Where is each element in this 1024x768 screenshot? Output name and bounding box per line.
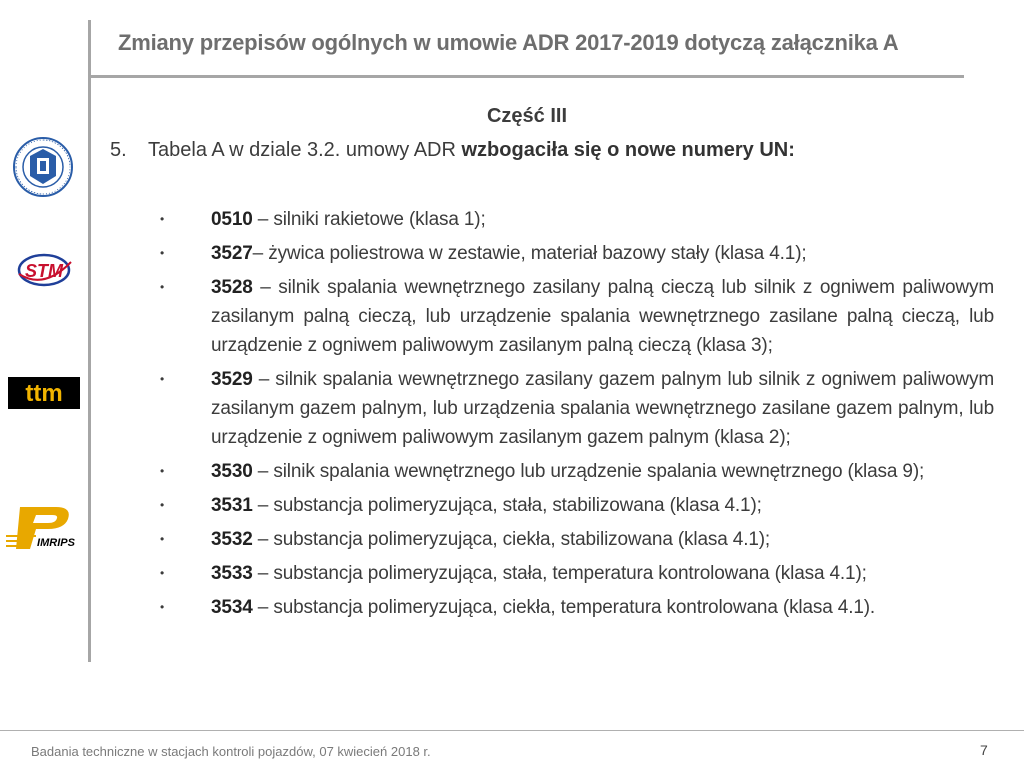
list-item [160, 205, 994, 234]
item-text: – żywica poliestrowa w zestawie, materiał bazowy stały (klasa 4.1); [252, 243, 807, 264]
intro-number: 5. [110, 139, 127, 161]
un-code: 3528 [211, 277, 253, 298]
bullet-icon: • [160, 498, 165, 512]
stm-logo [15, 250, 73, 290]
bullet-icon: • [160, 532, 165, 546]
item-text: – substancja polimeryzująca, stała, temperatura kontrolowana (klasa 4.1); [252, 563, 867, 584]
svg-text:IMRIPS: IMRIPS [37, 537, 75, 549]
section-heading: Część III [486, 105, 568, 127]
svg-text:ttm: ttm [25, 380, 63, 407]
bullet-icon: • [160, 280, 165, 294]
un-code: 3527 [211, 243, 253, 264]
un-code: 0510 [211, 209, 253, 230]
un-number-list [160, 205, 994, 627]
item-text: – substancja polimeryzująca, ciekła, stabilizowana (klasa 4.1); [252, 529, 771, 550]
item-text: – substancja polimeryzująca, ciekła, temperatura kontrolowana (klasa 4.1). [252, 597, 876, 618]
bullet-icon: • [160, 566, 165, 580]
list-item [160, 559, 994, 588]
list-item [160, 273, 994, 360]
bullet-icon: • [160, 212, 165, 226]
intro-bold-text: wzbogaciła się o nowe numery UN: [461, 139, 795, 161]
list-item [160, 525, 994, 554]
slide-title: Zmiany przepisów ogólnych w umowie ADR 2017-2019 dotyczą załącznika A [118, 30, 899, 55]
svg-text:STM: STM [25, 261, 63, 281]
un-code: 3531 [211, 495, 253, 516]
footer-text: Badania techniczne w stacjach kontroli pojazdów, 07 kwiecień 2018 r. [31, 744, 431, 759]
un-code: 3533 [211, 563, 253, 584]
university-seal-logo [12, 136, 74, 198]
item-text: – silnik spalania wewnętrznego zasilany palną cieczą lub silnik z ogniwem paliwowym zasilanym palną cieczą, lub urządzenie spalania wewnętrznego zasilane palną cieczą, lub urządzenie z ogniwem paliwowym zasilanym palną cieczą (klasa 3); [211, 277, 994, 356]
un-code: 3529 [211, 369, 253, 390]
title-underline-rule [90, 75, 964, 78]
list-item [160, 239, 994, 268]
item-text: – substancja polimeryzująca, stała, stabilizowana (klasa 4.1); [252, 495, 762, 516]
bullet-icon: • [160, 372, 165, 386]
pimrips-logo [6, 505, 82, 551]
bullet-icon: • [160, 246, 165, 260]
item-text: – silnik spalania wewnętrznego lub urządzenie spalania wewnętrznego (klasa 9); [252, 461, 925, 482]
intro-paragraph [110, 139, 990, 162]
list-item [160, 593, 994, 622]
un-code: 3532 [211, 529, 253, 550]
footer-rule [0, 730, 1024, 731]
bullet-icon: • [160, 600, 165, 614]
page-number: 7 [980, 742, 988, 758]
item-text: – silniki rakietowe (klasa 1); [252, 209, 486, 230]
intro-text: Tabela A w dziale 3.2. umowy ADR [148, 139, 462, 161]
list-item [160, 365, 994, 452]
bullet-icon: • [160, 464, 165, 478]
list-item [160, 491, 994, 520]
un-code: 3534 [211, 597, 253, 618]
list-item [160, 457, 994, 486]
ttm-logo [8, 377, 80, 409]
item-text: – silnik spalania wewnętrznego zasilany gazem palnym lub silnik z ogniwem paliwowym zasilanym gazem palnym, lub urządzenia spalania wewnętrznego zasilane gazem palnym, lub urządzenie z ogniwem paliwowym zasilanym gazem palnym (klasa 2); [211, 369, 994, 448]
un-code: 3530 [211, 461, 253, 482]
